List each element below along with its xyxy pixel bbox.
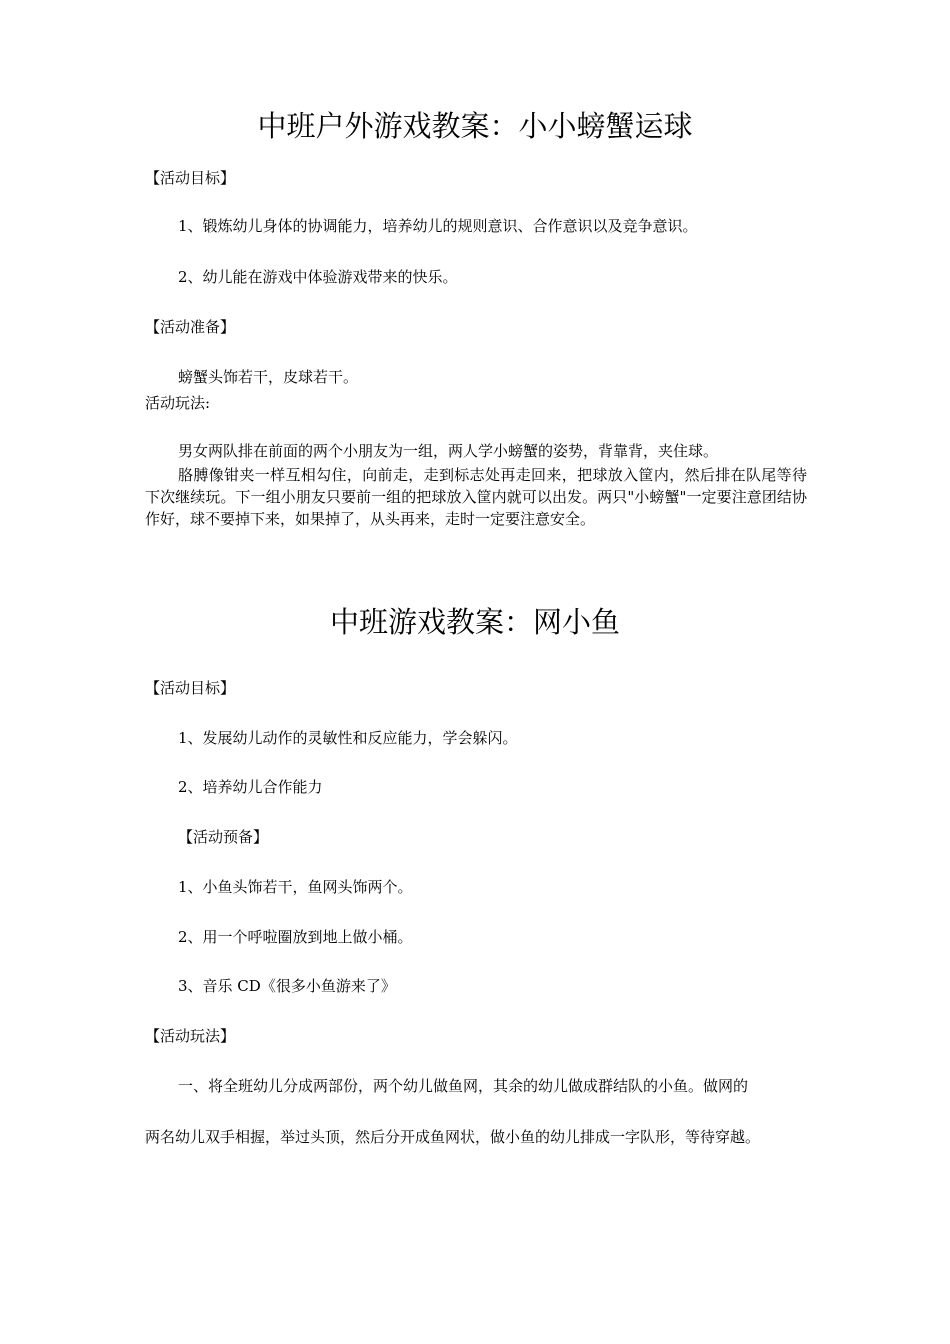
prep-text-1: 螃蟹头饰若干，皮球若干。 xyxy=(178,368,359,386)
prep-item-2-3: 3、音乐 CD《很多小鱼游来了》 xyxy=(178,977,396,995)
goal-item-1-1: 1、锻炼幼儿身体的协调能力，培养幼儿的规则意识、合作意识以及竞争意识。 xyxy=(178,217,698,235)
play-paragraph-1: 男女两队排在前面的两个小朋友为一组，两人学小螃蟹的姿势，背靠背，夹住球。 xyxy=(178,442,719,460)
play-line-2-2: 两名幼儿双手相握，举过头顶，然后分开成鱼网状，做小鱼的幼儿排成一字队形，等待穿越。 xyxy=(145,1128,761,1146)
play-line-2-1: 一、将全班幼儿分成两部份，两个幼儿做鱼网，其余的幼儿做成群结队的小鱼。做网的 xyxy=(178,1077,749,1095)
prep-item-2-1: 1、小鱼头饰若干，鱼网头饰两个。 xyxy=(178,878,413,896)
prep-heading-2: 【活动预备】 xyxy=(178,828,269,846)
play-heading-2: 【活动玩法】 xyxy=(145,1027,236,1045)
goal-heading-2: 【活动目标】 xyxy=(145,679,236,697)
goal-heading-1: 【活动目标】 xyxy=(145,169,236,187)
play-heading-1: 活动玩法: xyxy=(145,394,211,412)
prep-heading-1: 【活动准备】 xyxy=(145,318,236,336)
play-paragraph-2: 胳膊像钳夹一样互相勾住，向前走，走到标志处再走回来，把球放入筐内，然后排在队尾等待下次继续玩。下一组小朋友只要前一组的把球放入筐内就可以出发。两只"小螃蟹"一定要注意团结协作好，球不要掉下来，如果掉了，从头再来，走时一定要注意安全。 xyxy=(145,466,807,528)
lesson-title-1: 中班户外游戏教案：小小螃蟹运球 xyxy=(257,109,693,143)
goal-item-2-2: 2、培养幼儿合作能力 xyxy=(178,778,323,796)
goal-item-1-2: 2、幼儿能在游戏中体验游戏带来的快乐。 xyxy=(178,268,458,286)
prep-item-2-2: 2、用一个呼啦圈放到地上做小桶。 xyxy=(178,928,413,946)
goal-item-2-1: 1、发展幼儿动作的灵敏性和反应能力，学会躲闪。 xyxy=(178,729,518,747)
lesson-title-2: 中班游戏教案：网小鱼 xyxy=(329,605,620,639)
